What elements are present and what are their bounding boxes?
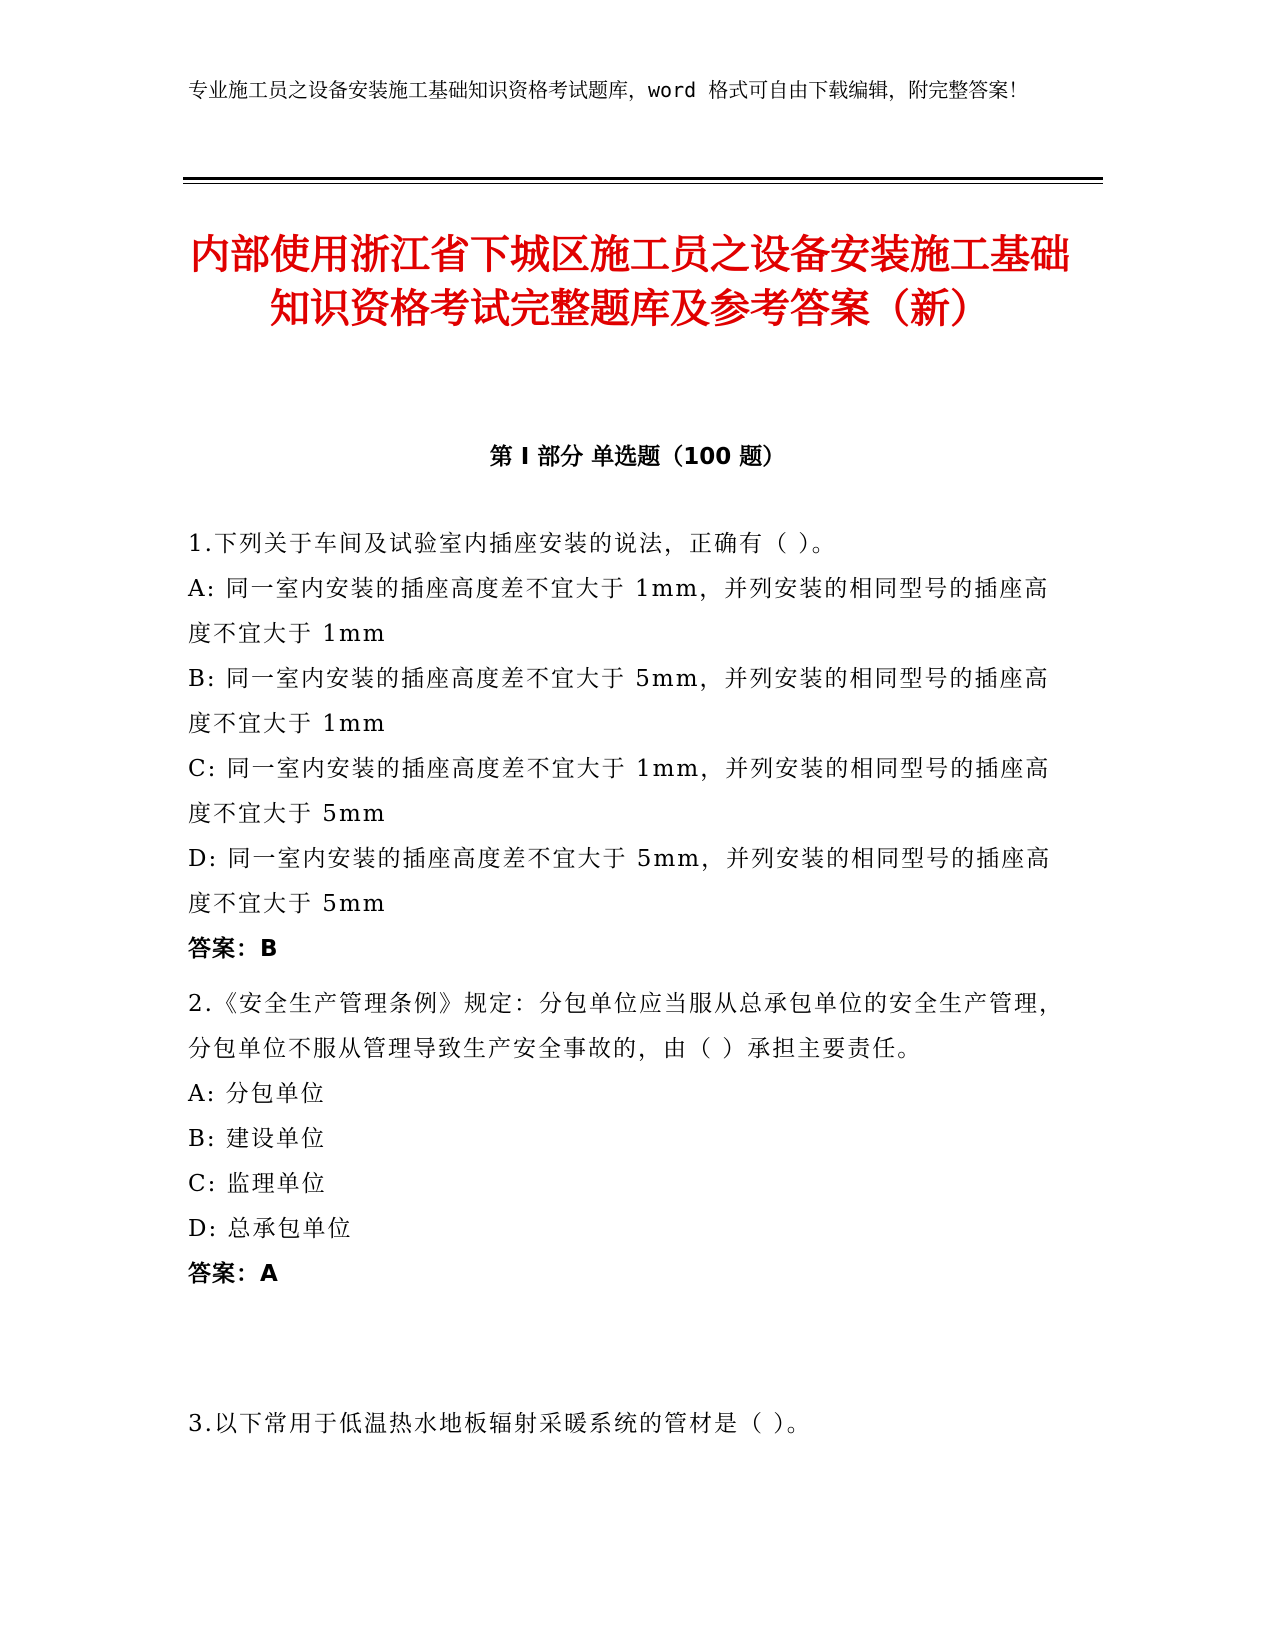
header-divider-thick — [183, 177, 1103, 180]
section-heading: 第 I 部分 单选题（100 题） — [489, 444, 786, 470]
answer: 答案：B — [188, 936, 279, 962]
option-d: D: 同一室内安装的插座高度差不宜大于 5mm，并列安装的相同型号的插座高度不宜大于 5mm — [188, 846, 1052, 917]
option-c: C: 同一室内安装的插座高度差不宜大于 1mm，并列安装的相同型号的插座高度不宜大于 5mm — [188, 756, 1051, 827]
question-stem: 1.下列关于车间及试验室内插座安装的说法，正确有（ ）。 — [188, 531, 837, 557]
header-note: 专业施工员之设备安装施工基础知识资格考试题库，word 格式可自由下载编辑，附完整答案！ — [188, 78, 1029, 102]
option-a: A: 同一室内安装的插座高度差不宜大于 1mm，并列安装的相同型号的插座高度不宜大于 1mm — [188, 576, 1050, 647]
question-3 — [188, 1402, 1068, 1447]
option-b: B: 同一室内安装的插座高度差不宜大于 5mm，并列安装的相同型号的插座高度不宜大于 1mm — [188, 666, 1050, 737]
question-stem: 2.《安全生产管理条例》规定：分包单位应当服从总承包单位的安全生产管理，分包单位不服从管理导致生产安全事故的，由（ ）承担主要责任。 — [188, 991, 1064, 1062]
question-stem: 3.以下常用于低温热水地板辐射采暖系统的管材是（ ）。 — [188, 1411, 812, 1437]
option-b: B: 建设单位 — [188, 1126, 326, 1152]
question-1 — [188, 522, 1068, 972]
option-c: C: 监理单位 — [188, 1171, 327, 1197]
option-a: A: 分包单位 — [188, 1081, 326, 1107]
option-d: D: 总承包单位 — [188, 1216, 353, 1242]
answer: 答案：A — [188, 1261, 279, 1287]
question-2 — [188, 982, 1068, 1297]
header-divider-thin — [183, 183, 1103, 184]
document-title: 内部使用浙江省下城区施工员之设备安装施工基础知识资格考试完整题库及参考答案（新） — [190, 232, 1070, 332]
